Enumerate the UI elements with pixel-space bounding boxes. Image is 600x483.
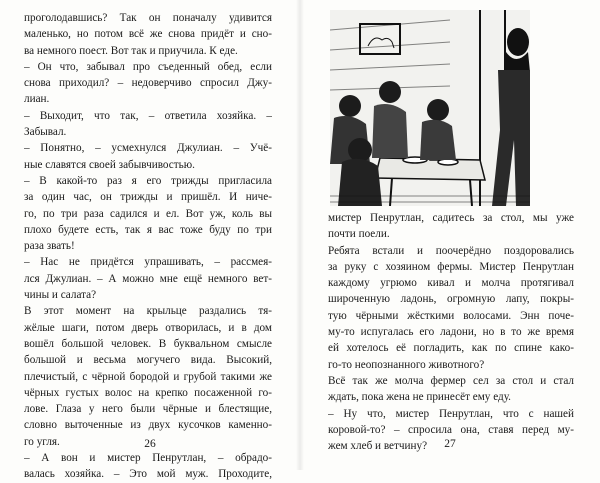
text-line: широченную ладонь, огромную лапу, покры- — [328, 293, 574, 306]
text-line: вошёл большой человек. В буквальном смысле — [24, 337, 272, 350]
text-line: Забывал. — [24, 126, 67, 139]
text-line: В этот момент на крыльце раздались тя- — [24, 305, 272, 318]
text-line: ждать, пока жена не принесёт ему еду. — [328, 391, 511, 404]
text-line: жем хлеб и ветчину? — [328, 440, 428, 453]
text-line: чёрных густых волос на крепко посаженной го- — [24, 386, 272, 399]
text-line: плохо будете есть, так я вас тоже буду по три — [24, 223, 272, 236]
text-line: чины и салата? — [24, 289, 97, 302]
text-line: за один час, он трижды и пришёл. И ниче- — [24, 191, 272, 204]
text-line: му-то испугалась его ладони, но в то же время — [328, 326, 574, 339]
text-line: – Понятно, – усмехнулся Джулиан. – Учё- — [24, 142, 272, 155]
text-line: проголодавшись? Так он поначалу удивится — [24, 12, 272, 24]
text-line: Всё так же молча фермер сел за стол и стал — [328, 374, 574, 387]
text-line: ные славятся своей забывчивостью. — [24, 158, 195, 171]
text-line: мистер Пенрутлан, садитесь за стол, мы уже — [328, 212, 574, 224]
illustration — [330, 10, 530, 206]
text-line: лся Джулиан. – А можно мне ещё немного вет- — [24, 272, 272, 285]
text-line: – Выходит, что так, – ответила хозяйка. – — [24, 109, 272, 122]
page-number-right: 27 — [444, 438, 456, 450]
text-line: – В какой-то раз я его трижды пригласила — [24, 174, 272, 187]
text-line: маленько, но потом всё же снова придёт и сно- — [24, 28, 272, 41]
text-line: го-то неопознанного животного? — [328, 358, 485, 371]
text-line: го угля. — [24, 435, 60, 448]
text-line: коровой-то? – спросила она, ставя перед му- — [328, 423, 574, 436]
text-line: ей хотелось её погладить, как по спине како- — [328, 342, 574, 355]
text-line: валась хозяйка. – Это мой муж. Проходите, — [24, 468, 272, 481]
text-line: – Он что, забывал про съеденный обед, если — [24, 60, 272, 73]
left-page — [0, 0, 300, 481]
text-line: словно выточенные из двух кусочков каменно- — [24, 419, 272, 432]
right-page-text — [328, 210, 574, 454]
text-line: жёлые шаги, потом дверь отворилась, и в дом — [24, 321, 272, 334]
left-page-text — [24, 10, 272, 483]
text-line: большой и весьма могучего вида. Высокий, — [24, 354, 272, 367]
text-line: плечистый, с чёрной бородой и грубой такими же — [24, 370, 272, 383]
text-line: го, по три раза садился и ел. Вот уж, коль вы — [24, 207, 272, 220]
text-line: лиан. — [24, 93, 50, 106]
text-line: – А вон и мистер Пенрутлан, – обрадо- — [24, 452, 272, 465]
text-line: снова приходил? – недоверчиво спросил Джу- — [24, 77, 272, 90]
text-line: тую чёрными жёсткими волосами. Энн поче- — [328, 309, 574, 322]
text-line: лове. Глаза у него были чёрные и блестящие, — [24, 403, 272, 416]
text-line: за руку с хозяином фермы. Мистер Пенрутлан — [328, 260, 574, 273]
text-line: Ребята встали и поочерёдно поздоровались — [328, 244, 574, 257]
text-line: – Ну что, мистер Пенрутлан, что с нашей — [328, 407, 574, 420]
text-line: каждому угрюмо кивал и молча протягивал — [328, 277, 574, 290]
text-line: раза звать! — [24, 240, 75, 253]
page-number-left: 26 — [144, 438, 156, 450]
text-line: ва немного поест. Вот так и приучила. К еде. — [24, 44, 238, 57]
text-line: почти поели. — [328, 228, 390, 241]
text-line: – Нас не придётся упрашивать, – рассмея- — [24, 256, 272, 269]
